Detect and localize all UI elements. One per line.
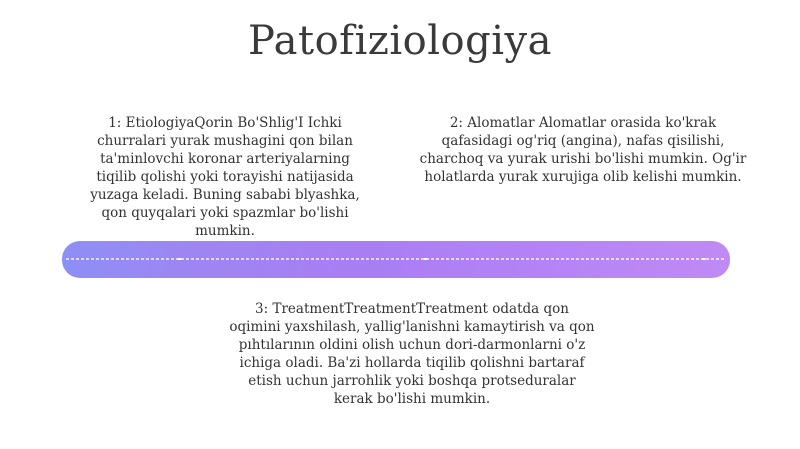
timeline-step-alomatlar: 2: Alomatlar Alomatlar orasida ko'krak qafasidagi og'riq (angina), nafas qisilishi, charchoq va yurak urishi bo'lishi mumkin. Og'ir holatlarda yurak xurujiga olib kelishi mumkin. xyxy=(419,115,747,185)
timeline-step-etiologiya: 1: EtiologiyaQorin Bo'Shlig'I Ichki churralari yurak mushagini qon bilan ta'minlovchi koronar arteriyalarning tiqilib qolishi yoki torayishi natijasida yuzaga keladi. Buning sababi blyashka, qon quyqalari yoki spazmlar bo'lishi mumkin. xyxy=(90,115,360,239)
timeline-step-treatment: 3: TreatmentTreatmentTreatment odatda qon oqimini yaxshilash, yallig'lanishni kamaytirish va qon pıhtılarının oldini olish uchun dori-darmonlarni o'z ichiga oladi. Ba'zi hollarda tiqilib qolishni bartaraf etish uchun jarrohlik yoki boshqa protseduralar kerak bo'lishi mumkin. xyxy=(229,301,595,407)
timeline-line xyxy=(62,258,730,260)
page-title: Patofiziologiya xyxy=(248,18,552,64)
